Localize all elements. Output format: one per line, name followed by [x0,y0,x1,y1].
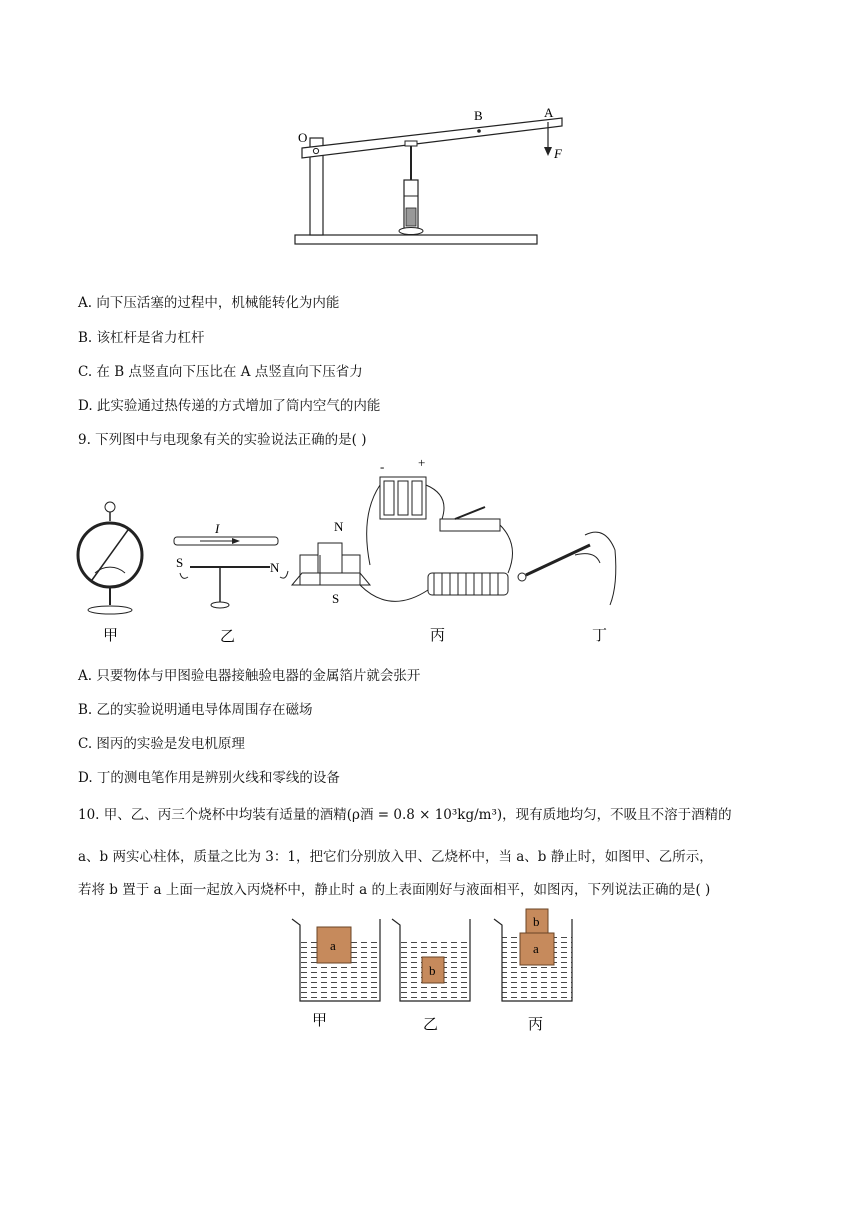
label-S-magnet: S [332,591,340,606]
test-pen-figure [518,532,616,605]
q8-option-a: A. 向下压活塞的过程中，机械能转化为内能 [78,295,340,311]
q9-stem: 9. 下列图中与电现象有关的实验说法正确的是( ) [78,432,367,448]
beakers-figure [280,905,590,1035]
beaker-yi [392,919,470,1001]
q10-line-1: 10. 甲、乙、丙三个烧杯中均装有适量的酒精(ρ酒 = 0.8 × 10³kg/m³)，现有质地均匀，不吸且不溶于酒精的 [78,807,732,823]
label-B: B [474,108,483,123]
block-a-jia: a [330,938,336,953]
beaker-jia [292,919,380,1001]
block-b-yi: b [429,963,436,978]
q10-line-3: 若将 b 置于 a 上面一起放入丙烧杯中，静止时 a 的上表面刚好与液面相平，如图丙，下列说法正确的是( ) [78,882,711,898]
caption-ding: 丁 [592,626,608,644]
label-N-needle: N [270,560,280,575]
generator-figure [292,455,513,606]
electroscope-figure [78,502,142,614]
label-S-needle: S [176,555,184,570]
label-F: F [554,146,562,161]
oersted-figure [174,521,288,608]
lever-figure [290,100,570,250]
label-O: O [298,130,308,145]
q8-option-b: B. 该杠杆是省力杠杆 [78,330,205,346]
q9-option-c: C. 图丙的实验是发电机原理 [78,736,245,752]
caption-jia: 甲 [103,626,119,644]
label-minus: - [380,459,385,474]
q8-option-d: D. 此实验通过热传递的方式增加了筒内空气的内能 [78,398,381,414]
beaker-bing [494,909,572,1001]
q8-option-c: C. 在 B 点竖直向下压比在 A 点竖直向下压省力 [78,364,363,380]
q9-option-d: D. 丁的测电笔作用是辨别火线和零线的设备 [78,770,340,786]
caption-jia-beaker: 甲 [312,1011,328,1029]
q9-option-b: B. 乙的实验说明通电导体周围存在磁场 [78,702,313,718]
label-I: I [215,521,220,536]
block-b-bing: b [533,914,540,929]
q9-figure [70,455,630,650]
caption-yi: 乙 [220,627,236,645]
block-a-bing: a [533,941,539,956]
label-A: A [544,105,554,120]
caption-yi-beaker: 乙 [423,1015,439,1033]
caption-bing-beaker: 丙 [528,1015,544,1033]
label-N-magnet: N [334,519,344,534]
label-plus: + [418,455,426,470]
caption-bing: 丙 [430,626,446,644]
q10-line-2: a、b 两实心柱体，质量之比为 3：1，把它们分别放入甲、乙烧杯中，当 a、b 静止时，如图甲、乙所示， [78,849,713,865]
q9-option-a: A. 只要物体与甲图验电器接触验电器的金属箔片就会张开 [78,668,421,684]
